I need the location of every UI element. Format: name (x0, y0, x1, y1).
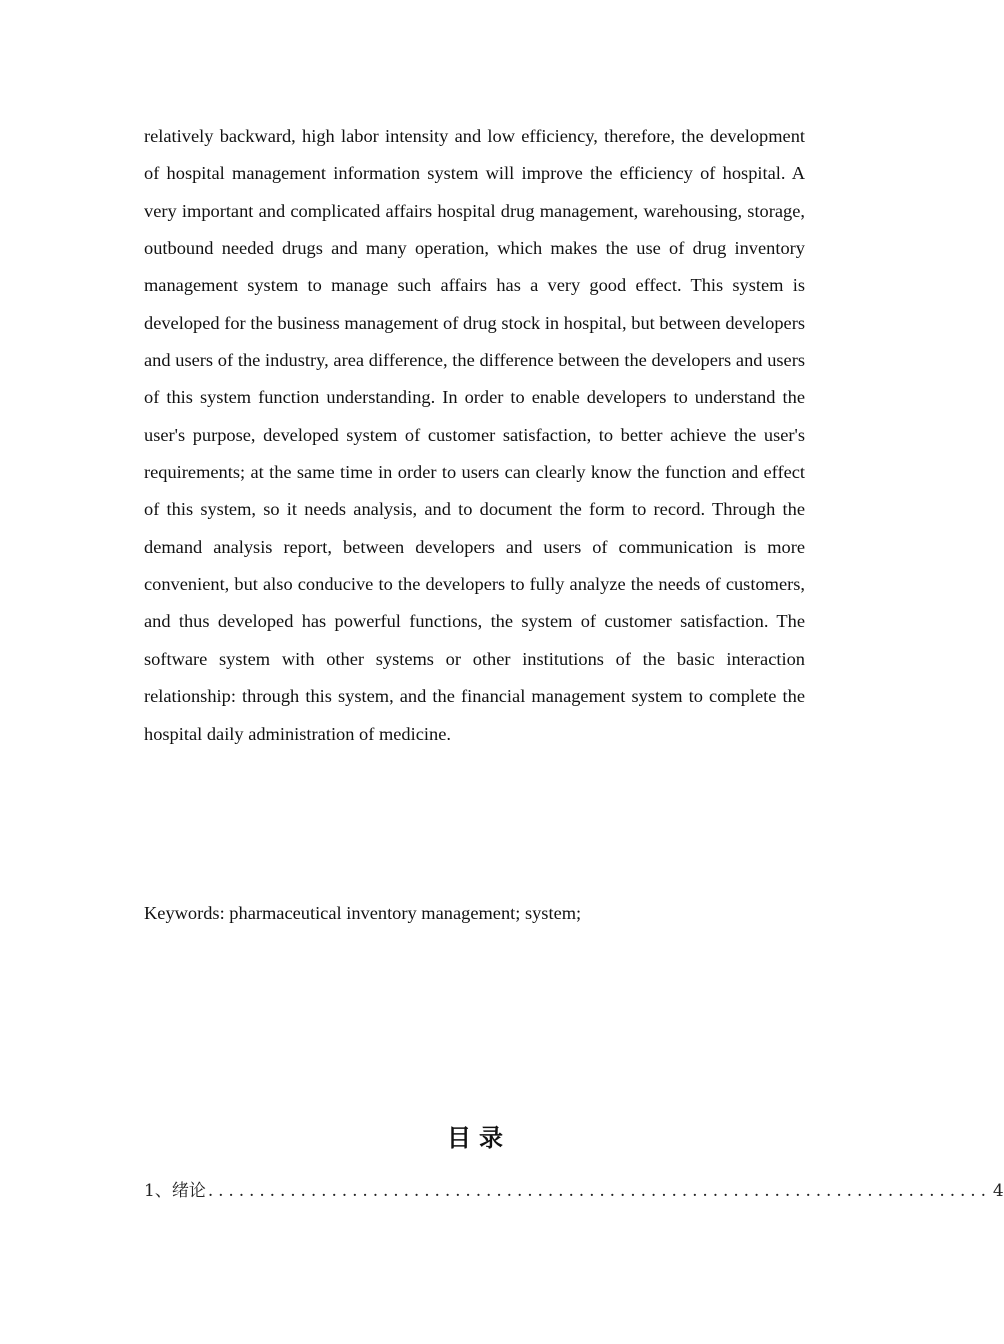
abstract-body: relatively backward, high labor intensity and low efficiency, therefore, the development of hospital management information system will improve the efficiency of hospital. A very important and complicated affairs hospital drug management, warehousing, storage, outbound needed drugs and many operation, which makes the use of drug inventory management system to manage such affairs has a very good effect. This system is developed for the business management of drug stock in hospital, but between developers and users of the industry, area difference, the difference between the developers and users of this system function understanding. In order to enable developers to understand the user's purpose, developed system of customer satisfaction, to better achieve the user's requirements; at the same time in order to users can clearly know the function and effect of this system, so it needs analysis, and to document the form to record. Through the demand analysis report, between developers and users of communication is more convenient, but also conducive to the developers to fully analyze the needs of customers, and thus developed has powerful functions, the system of customer satisfaction. The software system with other systems or other institutions of the basic interaction relationship: through this system, and the financial management system to complete the hospital daily administration of medicine. (144, 126, 805, 744)
toc-title: 目录 (447, 1124, 511, 1152)
toc-entry-leader: ............................................................................ (207, 1181, 991, 1201)
abstract-keywords: Keywords: pharmaceutical inventory management; system; (144, 903, 582, 923)
toc-entry[interactable] (144, 1176, 1004, 1206)
toc-entry-page: 4 (992, 1181, 1004, 1201)
toc-entry-label: 1、绪论 (144, 1181, 206, 1201)
